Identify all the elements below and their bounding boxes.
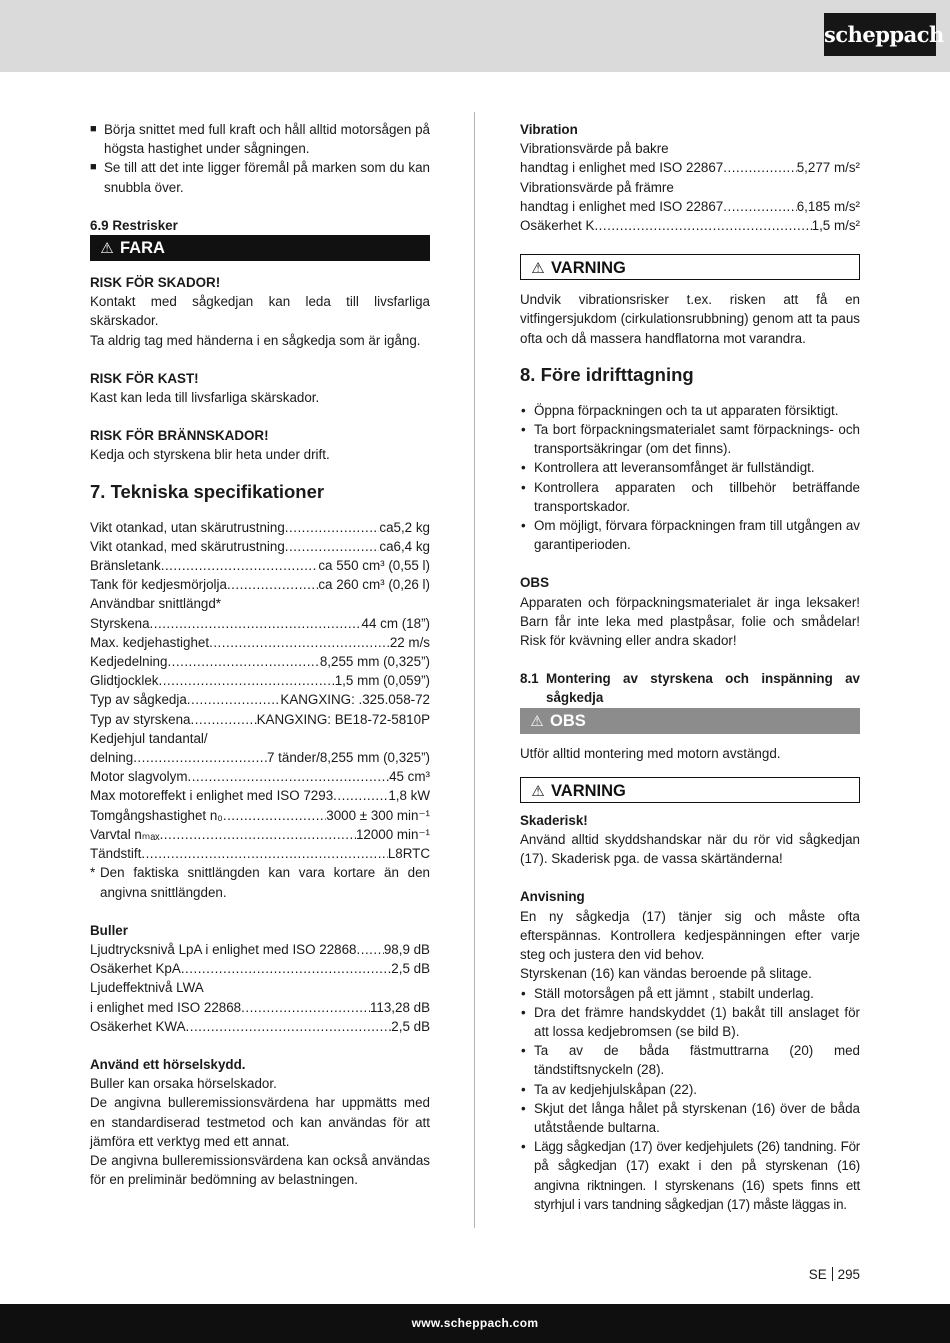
section-7-title: 7. Tekniska specifikationer <box>90 480 325 502</box>
list-item: • Ta av de båda fästmuttrarna (20) med tändstiftsnyckeln (28). <box>520 1041 860 1079</box>
varning-bar-2 <box>520 777 860 803</box>
paragraph: De angivna bulleremissionsvärdena kan också användas för en preliminär bedömning av belastningen. <box>90 1152 430 1188</box>
spec-row: Glidtjocklek ..... 1,5 mm (0,059”) <box>90 671 430 690</box>
page-number: SE 295 <box>808 1267 860 1282</box>
header-bar <box>0 0 950 72</box>
spec-row: Osäkerhet K ..... 1,5 m/s² <box>520 216 860 235</box>
list-item: • Om möjligt, förvara förpackningen fram till utgången av garantiperioden. <box>520 516 860 554</box>
motor-off-text: Utför alltid montering med motorn avstängd. <box>520 745 781 761</box>
spec-row: Tank för kedjesmörjolja ..... ca 260 cm³ (0,26 l) <box>90 575 430 594</box>
anvisning-title: Anvisning <box>520 889 585 905</box>
spec-row: Ljudtrycksnivå LpA i enlighet med ISO 22868 ..... 98,9 dB <box>90 940 430 959</box>
risk-skador-text: Ta aldrig tag med händerna i en sågkedja som är igång. <box>90 332 421 348</box>
subsection-8-1-heading: 8.1 Montering av styrskena och inspänning av sågkedja <box>520 671 860 706</box>
spec-row: Varvtal nₘₐₓ ..... 12000 min⁻¹ <box>90 825 430 844</box>
spec-row: Tomgångshastighet n₀ ..... 3000 ± 300 min⁻¹ <box>90 806 430 825</box>
obs-bar-label: OBS <box>550 711 586 730</box>
spec-row: Vikt otankad, utan skärutrustning ..... ca5,2 kg <box>90 518 430 537</box>
spec-row: Kedjedelning ..... 8,255 mm (0,325”) <box>90 652 430 671</box>
obs-title: OBS <box>520 575 550 591</box>
spec-row: handtag i enlighet med ISO 22867 ..... 6,185 m/s² <box>520 197 860 216</box>
spec-row: Typ av sågkedja ..... KANGXING: .325.058-72 <box>90 690 430 709</box>
warning-triangle-icon: ⚠ <box>100 240 114 258</box>
vib-framre-label: Vibrationsvärde på främre <box>520 179 674 195</box>
left-column <box>90 120 430 1189</box>
risk-kast-title: RISK FÖR KAST! <box>90 370 199 386</box>
list-item: • Öppna förpackningen och ta ut apparaten försiktigt. <box>520 401 860 420</box>
column-divider <box>474 112 475 1228</box>
fara-bar <box>90 235 430 261</box>
skaderisk-text: Använd alltid skyddshandskar när du rör vid sågkedjan (17). Skaderisk pga. de vassa skärtänderna! <box>520 832 860 867</box>
spec-row: Typ av styrskena ..... KANGXING: BE18-72-5810P <box>90 710 430 729</box>
scheppach-logo[interactable]: scheppach <box>824 13 936 56</box>
anvisning-text: Styrskenan (16) kan vändas beroende på slitage. <box>520 966 812 982</box>
restrisker-heading: 6.9 Restrisker <box>90 217 178 233</box>
warning-triangle-icon: ⚠ <box>531 782 545 800</box>
risk-skador-text: Kontakt med sågkedjan kan leda till livsfarliga skärskador. <box>90 294 430 329</box>
varning-bar <box>520 254 860 280</box>
footer-bar <box>0 1304 950 1343</box>
snitt-label: Användbar snittlängd* <box>90 596 222 612</box>
fara-label: FARA <box>120 239 165 258</box>
risk-skador-title: RISK FÖR SKADOR! <box>90 275 221 291</box>
spec-row: handtag i enlighet med ISO 22867 ..... 5,277 m/s² <box>520 158 860 177</box>
spec-row: Motor slagvolym ..... 45 cm³ <box>90 767 430 786</box>
spec-row: Bränsletank ..... ca 550 cm³ (0,55 l) <box>90 556 430 575</box>
spec-row: Max. kedjehastighet ..... 22 m/s <box>90 633 430 652</box>
list-item: • Lägg sågkedjan (17) över kedjehjulets (26) tandning. För på sågkedjan (17) exakt i den på styrskenan (16) angivna riktningen. I styrskenans (16) spets finns ett styrhjul i vars tandning sågkedjan (17) måste läggas in. <box>520 1137 860 1214</box>
list-item: • Ta av kedjehjulskåpan (22). <box>520 1080 860 1099</box>
spec-row: Styrskena ..... 44 cm (18”) <box>90 614 430 633</box>
paragraph: De angivna bulleremissionsvärdena har uppmätts med en standardiserad testmetod och kan användas för att jämföra ett verktyg med ett annat. <box>90 1095 430 1149</box>
risk-brann-title: RISK FÖR BRÄNNSKADOR! <box>90 428 269 444</box>
warning-triangle-icon: ⚠ <box>531 260 545 278</box>
list-item: • Ställ motorsågen på ett jämnt , stabilt underlag. <box>520 984 860 1003</box>
anvisning-text: En ny sågkedja (17) tänjer sig och måste ofta efterspännas. Kontrollera kedjespänningen efter varje steg och justera den vid behov. <box>520 908 860 963</box>
list-item: • Kontrollera att leveransomfånget är fullständigt. <box>520 458 860 477</box>
list-item: ■ Se till att det inte ligger föremål på marken som du kan snubbla över. <box>90 158 430 196</box>
footer-url-link[interactable]: www.scheppach.com <box>411 1316 539 1330</box>
spec-row: Max motoreffekt i enlighet med ISO 7293 ..... 1,8 kW <box>90 786 430 805</box>
steps-list <box>520 984 860 1214</box>
list-item: ■ Börja snittet med full kraft och håll alltid motorsågen på högsta hastighet under sågningen. <box>90 120 430 158</box>
spec-row: i enlighet med ISO 22868 ..... 113,28 dB <box>90 998 430 1017</box>
top-bullet-list <box>90 120 430 197</box>
ljudeffekt-label: Ljudeffektnivå LWA <box>90 980 204 996</box>
obs-text: Apparaten och förpackningsmaterialet är inga leksaker! Barn får inte leka med plastpåsar, folie och smådelar! Risk för kvävning eller andra skador! <box>520 594 860 649</box>
varning-label: VARNING <box>551 781 626 800</box>
right-column <box>520 120 860 1214</box>
section-8-title: 8. Före idrifttagning <box>520 363 694 385</box>
obs-bar <box>520 708 860 734</box>
list-item: • Kontrollera apparaten och tillbehör beträffande transportskador. <box>520 478 860 516</box>
footnote: * Den faktiska snittlängden kan vara kortare än den angivna snittlängden. <box>90 865 430 900</box>
spec-row: Tändstift ..... L8RTC <box>90 844 430 863</box>
risk-brann-text: Kedja och styrskena blir heta under drift. <box>90 447 330 463</box>
list-item: • Skjut det långa hålet på styrskenan (16) över de båda utåtstående bultarna. <box>520 1099 860 1137</box>
spec-row: Osäkerhet KpA ..... 2,5 dB <box>90 959 430 978</box>
list-item: • Ta bort förpackningsmaterialet samt förpacknings- och transportsäkringar (om det finns). <box>520 420 860 458</box>
spec-row: delning ..... 7 tänder/8,255 mm (0,325”) <box>90 748 430 767</box>
vib-warning-text: Undvik vibrationsrisker t.ex. risken att få en vitfingersjukdom (cirkulationsrubbning) genom att ta paus ofta och då massera handflatorna mot varandra. <box>520 292 860 346</box>
spec-row: Vikt otankad, med skärutrustning ..... ca6,4 kg <box>90 537 430 556</box>
varning-label: VARNING <box>551 259 626 278</box>
warning-triangle-icon: ⚠ <box>530 712 544 730</box>
vibration-title: Vibration <box>520 122 578 137</box>
kedjehjul-label: Kedjehjul tandantal/ <box>90 730 208 746</box>
skaderisk-title: Skaderisk! <box>520 812 588 828</box>
spec-row: Osäkerhet KWA ..... 2,5 dB <box>90 1017 430 1036</box>
risk-kast-text: Kast kan leda till livsfarliga skärskador. <box>90 390 320 406</box>
section-8-bullet-list <box>520 401 860 555</box>
buller-heading: Buller <box>90 922 128 938</box>
horsel-title: Använd ett hörselskydd. <box>90 1056 246 1072</box>
list-item: • Dra det främre handskyddet (1) bakåt till anslaget för att lossa kedjebromsen (se bild B). <box>520 1003 860 1041</box>
paragraph: Buller kan orsaka hörselskador. <box>90 1076 277 1092</box>
vib-bakre-label: Vibrationsvärde på bakre <box>520 141 669 157</box>
